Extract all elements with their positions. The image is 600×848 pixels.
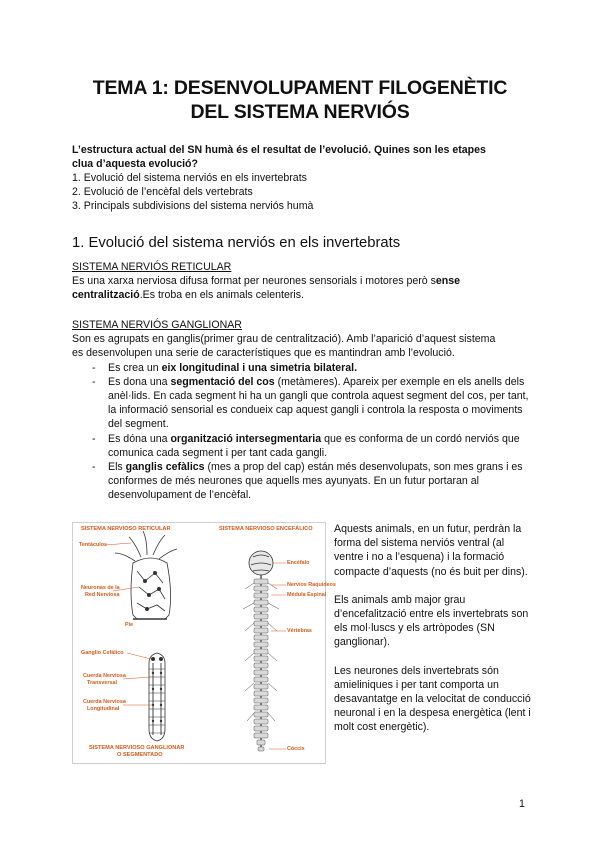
intro-question-line-2: clua d’aquesta evolució? [72, 158, 198, 170]
title-ganglionar-1: SISTEMA NERVIOSO GANGLIONAR [89, 745, 185, 751]
intro-item: 1. Evolució del sistema nerviós en els invertebrats [72, 172, 307, 184]
label-medula: Médula Espinal [287, 592, 327, 598]
label-neuronas-2: Red Nerviosa [85, 592, 120, 598]
worm-illustration [149, 653, 165, 741]
label-coccix: Cóccix [287, 746, 305, 752]
label-encefalo: Encéfalo [287, 560, 310, 566]
label-cuerda-trans-2: Transversal [87, 680, 117, 686]
bullet-item: - Es dóna una organització intersegmentaria que es conforma de un cordó nerviós que comunica cada segment i per tant cada gangli. [92, 432, 520, 459]
reticular-subheading: SISTEMA NERVIÓS RETICULAR [72, 261, 232, 273]
title-reticular: SISTEMA NERVIOSO RETICULAR [81, 526, 171, 532]
section-1-heading: 1. Evolució del sistema nerviós en els invertebrats [72, 235, 401, 251]
intro-item: 3. Principals subdivisions del sistema nerviós humà [72, 200, 314, 212]
bullet-text: Els [108, 461, 126, 474]
reticular-text-b: .Es troba en els animals celenteris. [139, 289, 304, 302]
intro-block [72, 143, 532, 213]
title-line-2: DEL SISTEMA NERVIÓS [190, 101, 410, 123]
label-tentaculos: Tentáculos [79, 542, 108, 548]
label-vertebras: Vértebras [287, 628, 312, 634]
bullet-text: Es dona una [108, 375, 171, 388]
reticular-text-a: Es una xarxa nerviosa difusa format per neurones sensorials i motores però s [72, 275, 436, 288]
bullet-item: - Es dona una segmentació del cos (metàmeres). Apareix per exemple en els anells dels anèl·lids. En cada segment hi ha un gangli que controla aquest segment del cos, per tant, la informació sensorial es condueix cap aquest gangli i controla la resposta o moviments del segment. [92, 375, 529, 431]
ganglionar-text-line-2: es desenvolupen una serie de característiques que es mantindran amb l’evolució. [72, 347, 455, 360]
bullet-bold: eix longitudinal i una simetria bilateral. [161, 361, 358, 374]
ganglionar-text-line-1: Son es agrupats en ganglis(primer grau de centralització). Amb l’aparició d’aquest sistema [72, 333, 496, 346]
ganglionar-subheading: SISTEMA NERVIÓS GANGLIONAR [72, 319, 242, 331]
bullet-text: que es conforma de un cordó nerviós que comunica cada segment i per tant cada gangli. [108, 432, 520, 459]
label-cuerda-long-1: Cuerda Nerviosa [83, 699, 126, 705]
page-title [40, 76, 560, 124]
bullet-bold: organització intersegmentaria [170, 432, 322, 445]
bullet-item: - Els ganglis cefàlics (mes a prop del cap) están més desenvolupats, son mes grans i es conformes de més neurones que aquells mes ayunyats. En un futur portaran al desenvolupament de l’encèfal. [92, 461, 523, 502]
bullet-bold: ganglis cefàlics [125, 461, 205, 474]
bullet-text: (mes a prop del cap) están més desenvolupats, son mes grans i es conformes de més neurones que aquells mes ayunyats. En un futur portaran al desenvolupament de l’encèfal. [108, 461, 523, 502]
reticular-text-bold: ense centralització [72, 275, 461, 302]
label-ganglio: Ganglio Cefálico [81, 650, 124, 656]
label-cuerda-trans-1: Cuerda Nerviosa [83, 673, 126, 679]
label-cuerda-long-2: Longitudinal [87, 706, 120, 712]
page-number: 1 [519, 798, 525, 810]
side-paragraph: Les neurones dels invertebrats són amieliniques i per tant comporta un desavantatge en la velocitat de conducció neuronal i en la despesa energètica (lent i molt cost energètic). [334, 664, 531, 734]
bullet-bold: segmentació del cos [170, 375, 275, 388]
ganglionar-block [72, 318, 532, 503]
reticular-text [72, 274, 532, 302]
bullet-item: - Es crea un eix longitudinal i una simetria bilateral. [92, 361, 358, 374]
ganglionar-bullets [72, 361, 532, 503]
label-nervios-raquideos: Nervios Raquídeos [287, 582, 336, 588]
intro-question-line-1: L’estructura actual del SN humà és el resultat de l’evolució. Quines son les etapes [72, 144, 486, 156]
title-line-1: TEMA 1: DESENVOLUPAMENT FILOGENÈTIC [92, 77, 508, 99]
side-paragraph: Els animals amb major grau d’encefalització entre els invertebrats son els mol·luscs y els artròpodes (SN ganglionar). [334, 593, 529, 649]
intro-item: 2. Evolució de l’encèfal dels vertebrats [72, 186, 253, 198]
bullet-text: Es dóna una [108, 432, 171, 445]
side-text [334, 522, 534, 749]
bullet-text: (metàmeres). Apareix per exemple en els anells dels anèl·lids. En cada segment hi ha un gangli que controla aquest segment del cos, per tant, la informació sensorial es condueix cap aquest gangli i controla la resposta o moviments del segment. [108, 375, 529, 431]
side-paragraph: Aquests animals, en un futur, perdràn la forma del sistema nerviós ventral (al ventre i no a l’esquena) i la formació compacte d’aquests (no és buit per dins). [334, 523, 528, 578]
label-pie: Pie [125, 622, 134, 628]
nervous-systems-figure [72, 522, 336, 764]
title-encefalico: SISTEMA NERVIOSO ENCEFÁLICO [219, 526, 313, 532]
bullet-text: Es crea un [108, 361, 162, 374]
title-ganglionar-2: O SEGMENTADO [117, 752, 163, 758]
hydra-illustration [115, 531, 177, 619]
figure-drawing [73, 523, 325, 763]
label-neuronas-1: Neuronas de la [81, 585, 120, 591]
reticular-block [72, 260, 532, 303]
